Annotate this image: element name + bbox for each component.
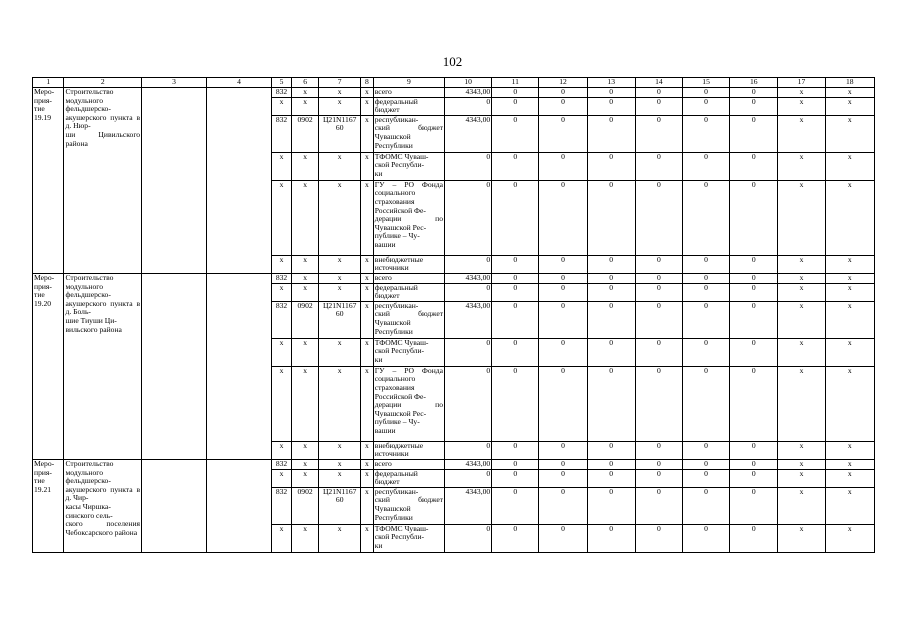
cell-c5: х bbox=[272, 338, 292, 366]
header-row bbox=[33, 78, 875, 88]
column-header-7: 7 bbox=[319, 78, 361, 88]
table-row bbox=[33, 88, 875, 98]
cell-c17: х bbox=[778, 441, 825, 459]
cell-c13: 0 bbox=[587, 301, 635, 338]
cell-c7: х bbox=[319, 88, 361, 98]
cell-c6: 0902 bbox=[291, 301, 318, 338]
cell-c6: х bbox=[291, 152, 318, 180]
cell-c17: х bbox=[778, 524, 825, 552]
event-name-cell: Строительство модульного фельдшерско-акушерского пункта в д. Чир- касы Чиршка- синского сель- ского поселения Чебоксарского района bbox=[64, 459, 142, 552]
cell-c18: х bbox=[825, 524, 874, 552]
cell-c18: х bbox=[825, 338, 874, 366]
cell-c10: 0 bbox=[445, 180, 492, 255]
cell-c8: х bbox=[361, 283, 374, 301]
cell-c18: х bbox=[825, 273, 874, 283]
cell-c16: 0 bbox=[730, 88, 778, 98]
cell-c17: х bbox=[778, 283, 825, 301]
cell-c5: х bbox=[272, 97, 292, 115]
cell-c8: х bbox=[361, 152, 374, 180]
cell-c17: х bbox=[778, 459, 825, 469]
cell-c6: х bbox=[291, 338, 318, 366]
cell-c13: 0 bbox=[587, 88, 635, 98]
cell-c15: 0 bbox=[682, 152, 729, 180]
cell-c11: 0 bbox=[492, 88, 539, 98]
cell-c14: 0 bbox=[635, 115, 682, 152]
cell-c16: 0 bbox=[730, 459, 778, 469]
column-header-12: 12 bbox=[539, 78, 587, 88]
cell-c15: 0 bbox=[682, 459, 729, 469]
cell-c12: 0 bbox=[539, 283, 587, 301]
cell-c10: 0 bbox=[445, 524, 492, 552]
responsible-cell bbox=[142, 88, 207, 274]
cell-c9: ГУ – РО Фонда социального страхования Российской Фе- дерации по Чувашской Рес- публике – Чу- вашии bbox=[373, 366, 444, 441]
cell-c10: 4343,00 bbox=[445, 273, 492, 283]
cell-c17: х bbox=[778, 469, 825, 487]
cell-c15: 0 bbox=[682, 255, 729, 273]
cell-c14: 0 bbox=[635, 97, 682, 115]
cell-c9: федеральный бюджет bbox=[373, 469, 444, 487]
cell-c13: 0 bbox=[587, 273, 635, 283]
cell-c18: х bbox=[825, 469, 874, 487]
cell-c16: 0 bbox=[730, 301, 778, 338]
cell-c11: 0 bbox=[492, 441, 539, 459]
cell-c14: 0 bbox=[635, 524, 682, 552]
event-number-cell: Меро- прия- тие 19.19 bbox=[33, 88, 64, 274]
cell-c8: х bbox=[361, 97, 374, 115]
cell-c13: 0 bbox=[587, 487, 635, 524]
column-header-3: 3 bbox=[142, 78, 207, 88]
participants-cell bbox=[207, 88, 272, 274]
cell-c16: 0 bbox=[730, 524, 778, 552]
cell-c15: 0 bbox=[682, 524, 729, 552]
cell-c5: х bbox=[272, 366, 292, 441]
cell-c8: х bbox=[361, 487, 374, 524]
cell-c11: 0 bbox=[492, 97, 539, 115]
cell-c5: х bbox=[272, 524, 292, 552]
cell-c16: 0 bbox=[730, 441, 778, 459]
participants-cell bbox=[207, 459, 272, 552]
cell-c5: х bbox=[272, 152, 292, 180]
cell-c13: 0 bbox=[587, 283, 635, 301]
cell-c15: 0 bbox=[682, 469, 729, 487]
cell-c12: 0 bbox=[539, 469, 587, 487]
cell-c8: х bbox=[361, 524, 374, 552]
cell-c9: республикан- ский бюджет Чувашской Республики bbox=[373, 301, 444, 338]
cell-c12: 0 bbox=[539, 524, 587, 552]
cell-c11: 0 bbox=[492, 469, 539, 487]
cell-c8: х bbox=[361, 338, 374, 366]
cell-c9: всего bbox=[373, 459, 444, 469]
cell-c7: х bbox=[319, 338, 361, 366]
cell-c11: 0 bbox=[492, 524, 539, 552]
event-name-cell: Строительство модульного фельдшерско-акушерского пункта в д. Нюр- ши Цивильского района bbox=[64, 88, 142, 274]
cell-c7: х bbox=[319, 459, 361, 469]
cell-c15: 0 bbox=[682, 301, 729, 338]
cell-c12: 0 bbox=[539, 459, 587, 469]
cell-c12: 0 bbox=[539, 88, 587, 98]
cell-c7: х bbox=[319, 152, 361, 180]
column-header-11: 11 bbox=[492, 78, 539, 88]
cell-c12: 0 bbox=[539, 180, 587, 255]
cell-c17: х bbox=[778, 273, 825, 283]
cell-c7: х bbox=[319, 441, 361, 459]
column-header-5: 5 bbox=[272, 78, 292, 88]
column-header-13: 13 bbox=[587, 78, 635, 88]
cell-c16: 0 bbox=[730, 338, 778, 366]
participants-cell bbox=[207, 273, 272, 459]
cell-c8: х bbox=[361, 115, 374, 152]
cell-c8: х bbox=[361, 301, 374, 338]
cell-c18: х bbox=[825, 115, 874, 152]
cell-c5: 832 bbox=[272, 115, 292, 152]
cell-c12: 0 bbox=[539, 255, 587, 273]
cell-c8: х bbox=[361, 180, 374, 255]
cell-c5: х bbox=[272, 255, 292, 273]
cell-c9: всего bbox=[373, 88, 444, 98]
column-header-17: 17 bbox=[778, 78, 825, 88]
cell-c11: 0 bbox=[492, 283, 539, 301]
cell-c5: 832 bbox=[272, 487, 292, 524]
cell-c8: х bbox=[361, 469, 374, 487]
cell-c9: всего bbox=[373, 273, 444, 283]
cell-c8: х bbox=[361, 88, 374, 98]
cell-c18: х bbox=[825, 180, 874, 255]
cell-c5: 832 bbox=[272, 301, 292, 338]
cell-c17: х bbox=[778, 180, 825, 255]
column-header-4: 4 bbox=[207, 78, 272, 88]
cell-c12: 0 bbox=[539, 441, 587, 459]
cell-c14: 0 bbox=[635, 487, 682, 524]
cell-c14: 0 bbox=[635, 366, 682, 441]
cell-c9: ТФОМС Чуваш- ской Республи- ки bbox=[373, 152, 444, 180]
cell-c17: х bbox=[778, 301, 825, 338]
column-header-8: 8 bbox=[361, 78, 374, 88]
cell-c14: 0 bbox=[635, 338, 682, 366]
cell-c11: 0 bbox=[492, 115, 539, 152]
cell-c9: республикан- ский бюджет Чувашской Республики bbox=[373, 115, 444, 152]
cell-c13: 0 bbox=[587, 366, 635, 441]
cell-c18: х bbox=[825, 366, 874, 441]
cell-c6: х bbox=[291, 459, 318, 469]
cell-c10: 4343,00 bbox=[445, 487, 492, 524]
cell-c5: 832 bbox=[272, 273, 292, 283]
cell-c17: х bbox=[778, 152, 825, 180]
cell-c8: х bbox=[361, 255, 374, 273]
cell-c6: 0902 bbox=[291, 487, 318, 524]
responsible-cell bbox=[142, 459, 207, 552]
cell-c14: 0 bbox=[635, 441, 682, 459]
column-header-18: 18 bbox=[825, 78, 874, 88]
cell-c13: 0 bbox=[587, 459, 635, 469]
cell-c17: х bbox=[778, 338, 825, 366]
cell-c12: 0 bbox=[539, 115, 587, 152]
table-row bbox=[33, 459, 875, 469]
cell-c17: х bbox=[778, 487, 825, 524]
cell-c15: 0 bbox=[682, 366, 729, 441]
cell-c17: х bbox=[778, 366, 825, 441]
cell-c16: 0 bbox=[730, 487, 778, 524]
cell-c15: 0 bbox=[682, 273, 729, 283]
cell-c9: республикан- ский бюджет Чувашской Республики bbox=[373, 487, 444, 524]
cell-c5: х bbox=[272, 469, 292, 487]
cell-c6: х bbox=[291, 366, 318, 441]
event-name-cell: Строительство модульного фельдшерско-акушерского пункта в д. Боль- шие Тиуши Ци- вильского района bbox=[64, 273, 142, 459]
cell-c12: 0 bbox=[539, 338, 587, 366]
cell-c8: х bbox=[361, 459, 374, 469]
cell-c7: х bbox=[319, 180, 361, 255]
cell-c16: 0 bbox=[730, 97, 778, 115]
cell-c11: 0 bbox=[492, 459, 539, 469]
cell-c14: 0 bbox=[635, 469, 682, 487]
cell-c11: 0 bbox=[492, 180, 539, 255]
cell-c6: х bbox=[291, 88, 318, 98]
cell-c7: х bbox=[319, 469, 361, 487]
cell-c12: 0 bbox=[539, 366, 587, 441]
cell-c15: 0 bbox=[682, 180, 729, 255]
column-header-1: 1 bbox=[33, 78, 64, 88]
cell-c14: 0 bbox=[635, 180, 682, 255]
cell-c17: х bbox=[778, 97, 825, 115]
cell-c11: 0 bbox=[492, 487, 539, 524]
cell-c6: х bbox=[291, 255, 318, 273]
cell-c11: 0 bbox=[492, 255, 539, 273]
column-header-9: 9 bbox=[373, 78, 444, 88]
cell-c5: х bbox=[272, 441, 292, 459]
cell-c5: х bbox=[272, 283, 292, 301]
cell-c10: 0 bbox=[445, 469, 492, 487]
cell-c10: 4343,00 bbox=[445, 115, 492, 152]
responsible-cell bbox=[142, 273, 207, 459]
cell-c12: 0 bbox=[539, 487, 587, 524]
cell-c9: ГУ – РО Фонда социального страхования Российской Фе- дерации по Чувашской Рес- публике – Чу- вашии bbox=[373, 180, 444, 255]
cell-c6: х bbox=[291, 469, 318, 487]
cell-c6: х bbox=[291, 273, 318, 283]
cell-c15: 0 bbox=[682, 283, 729, 301]
cell-c12: 0 bbox=[539, 301, 587, 338]
page-number: 102 bbox=[442, 54, 463, 69]
cell-c13: 0 bbox=[587, 115, 635, 152]
cell-c10: 0 bbox=[445, 152, 492, 180]
cell-c14: 0 bbox=[635, 283, 682, 301]
column-header-6: 6 bbox=[291, 78, 318, 88]
cell-c13: 0 bbox=[587, 180, 635, 255]
cell-c18: х bbox=[825, 152, 874, 180]
cell-c18: х bbox=[825, 441, 874, 459]
column-header-16: 16 bbox=[730, 78, 778, 88]
cell-c13: 0 bbox=[587, 255, 635, 273]
cell-c7: х bbox=[319, 524, 361, 552]
cell-c16: 0 bbox=[730, 469, 778, 487]
cell-c13: 0 bbox=[587, 441, 635, 459]
cell-c6: х bbox=[291, 180, 318, 255]
column-header-14: 14 bbox=[635, 78, 682, 88]
cell-c10: 4343,00 bbox=[445, 301, 492, 338]
cell-c14: 0 bbox=[635, 273, 682, 283]
cell-c5: х bbox=[272, 180, 292, 255]
cell-c10: 0 bbox=[445, 283, 492, 301]
cell-c16: 0 bbox=[730, 273, 778, 283]
cell-c13: 0 bbox=[587, 338, 635, 366]
cell-c12: 0 bbox=[539, 97, 587, 115]
column-header-10: 10 bbox=[445, 78, 492, 88]
cell-c7: Ц21N1167 60 bbox=[319, 115, 361, 152]
cell-c18: х bbox=[825, 301, 874, 338]
cell-c18: х bbox=[825, 88, 874, 98]
cell-c8: х bbox=[361, 366, 374, 441]
cell-c10: 0 bbox=[445, 366, 492, 441]
cell-c10: 0 bbox=[445, 255, 492, 273]
cell-c13: 0 bbox=[587, 97, 635, 115]
budget-table bbox=[32, 77, 875, 553]
cell-c16: 0 bbox=[730, 115, 778, 152]
cell-c14: 0 bbox=[635, 255, 682, 273]
cell-c7: Ц21N1167 60 bbox=[319, 487, 361, 524]
cell-c6: х bbox=[291, 97, 318, 115]
event-number-cell: Меро- прия- тие 19.21 bbox=[33, 459, 64, 552]
cell-c16: 0 bbox=[730, 152, 778, 180]
cell-c9: федеральный бюджет bbox=[373, 283, 444, 301]
cell-c10: 0 bbox=[445, 338, 492, 366]
column-header-2: 2 bbox=[64, 78, 142, 88]
cell-c17: х bbox=[778, 115, 825, 152]
cell-c14: 0 bbox=[635, 152, 682, 180]
cell-c18: х bbox=[825, 487, 874, 524]
cell-c10: 4343,00 bbox=[445, 459, 492, 469]
cell-c9: ТФОМС Чуваш- ской Республи- ки bbox=[373, 338, 444, 366]
cell-c16: 0 bbox=[730, 180, 778, 255]
cell-c7: х bbox=[319, 97, 361, 115]
cell-c13: 0 bbox=[587, 524, 635, 552]
cell-c15: 0 bbox=[682, 88, 729, 98]
column-header-15: 15 bbox=[682, 78, 729, 88]
cell-c6: х bbox=[291, 441, 318, 459]
cell-c17: х bbox=[778, 88, 825, 98]
cell-c6: х bbox=[291, 524, 318, 552]
cell-c11: 0 bbox=[492, 152, 539, 180]
cell-c13: 0 bbox=[587, 469, 635, 487]
cell-c9: ТФОМС Чуваш- ской Республи- ки bbox=[373, 524, 444, 552]
cell-c7: х bbox=[319, 366, 361, 441]
cell-c13: 0 bbox=[587, 152, 635, 180]
cell-c11: 0 bbox=[492, 366, 539, 441]
cell-c17: х bbox=[778, 255, 825, 273]
cell-c8: х bbox=[361, 273, 374, 283]
cell-c9: внебюджетные источники bbox=[373, 441, 444, 459]
cell-c18: х bbox=[825, 459, 874, 469]
cell-c10: 0 bbox=[445, 97, 492, 115]
cell-c18: х bbox=[825, 97, 874, 115]
cell-c14: 0 bbox=[635, 301, 682, 338]
cell-c11: 0 bbox=[492, 301, 539, 338]
cell-c18: х bbox=[825, 283, 874, 301]
cell-c14: 0 bbox=[635, 459, 682, 469]
cell-c16: 0 bbox=[730, 283, 778, 301]
cell-c18: х bbox=[825, 255, 874, 273]
cell-c7: х bbox=[319, 283, 361, 301]
cell-c15: 0 bbox=[682, 115, 729, 152]
event-number-cell: Меро- прия- тие 19.20 bbox=[33, 273, 64, 459]
cell-c11: 0 bbox=[492, 338, 539, 366]
cell-c12: 0 bbox=[539, 273, 587, 283]
cell-c16: 0 bbox=[730, 255, 778, 273]
cell-c16: 0 bbox=[730, 366, 778, 441]
cell-c10: 0 bbox=[445, 441, 492, 459]
cell-c6: 0902 bbox=[291, 115, 318, 152]
cell-c10: 4343,00 bbox=[445, 88, 492, 98]
cell-c7: х bbox=[319, 255, 361, 273]
table-row bbox=[33, 273, 875, 283]
cell-c7: х bbox=[319, 273, 361, 283]
cell-c6: х bbox=[291, 283, 318, 301]
cell-c5: 832 bbox=[272, 88, 292, 98]
cell-c15: 0 bbox=[682, 487, 729, 524]
cell-c7: Ц21N1167 60 bbox=[319, 301, 361, 338]
cell-c15: 0 bbox=[682, 441, 729, 459]
cell-c8: х bbox=[361, 441, 374, 459]
cell-c12: 0 bbox=[539, 152, 587, 180]
cell-c14: 0 bbox=[635, 88, 682, 98]
cell-c15: 0 bbox=[682, 97, 729, 115]
cell-c9: федеральный бюджет bbox=[373, 97, 444, 115]
cell-c11: 0 bbox=[492, 273, 539, 283]
cell-c5: 832 bbox=[272, 459, 292, 469]
cell-c15: 0 bbox=[682, 338, 729, 366]
cell-c9: внебюджетные источники bbox=[373, 255, 444, 273]
